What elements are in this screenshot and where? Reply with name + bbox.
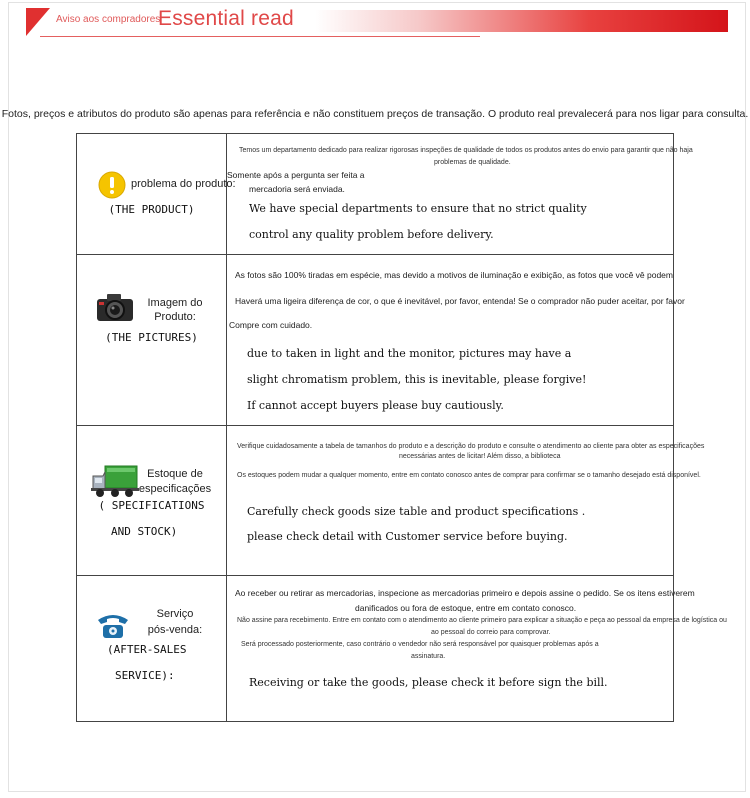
row-en-line: slight chromatism problem, this is inevitable, please forgive! (247, 373, 587, 386)
row-en-label: (THE PICTURES) (105, 331, 198, 344)
row-pt-line: Verifique cuidadosamente a tabela de tamanhos do produto e a descrição do produto e consulte o atendimento ao cliente para obter as especificações (237, 443, 705, 450)
table-row (77, 426, 674, 576)
row-en-label: AND STOCK) (111, 525, 178, 538)
row-pt-line: Será processado posteriormente, caso contrário o vendedor não será responsável por quaisquer problemas após a (241, 641, 599, 648)
row-pt-label: problema do produto: (131, 178, 236, 190)
row-content-cell (227, 134, 693, 255)
row-pt-line: ao pessoal do correio para comprovar. (431, 629, 551, 636)
row-en-line: due to taken in light and the monitor, pictures may have a (247, 347, 572, 360)
row-pt-line: assinatura. (411, 653, 446, 660)
row-pt-line: Compre com cuidado. (229, 320, 313, 330)
header-corner-triangle (26, 8, 50, 36)
row-pt-line: Os estoques podem mudar a qualquer momento, entre em contato conosco antes de comprar para confirmar se o tamanho desejado está disponível. (237, 472, 701, 479)
row-en-line: If cannot accept buyers please buy cautiously. (247, 399, 504, 412)
row-pt-line: Somente após a pergunta ser feita a (227, 170, 365, 180)
notice-table (76, 133, 727, 722)
row-pt-line: necessárias antes de licitar! Além disso, a biblioteca (399, 453, 561, 460)
row-en-line: please check detail with Customer service before buying. (247, 530, 568, 543)
row-label-cell (77, 426, 227, 576)
row-content-cell (227, 576, 727, 722)
row-pt-line: Haverá uma ligeira diferença de cor, o que é inevitável, por favor, entenda! Se o comprador não puder aceitar, por favor (235, 296, 685, 306)
row-en-line: We have special departments to ensure that no strict quality (249, 202, 587, 215)
row-pt-label: Imagem do (147, 297, 203, 309)
header-small-label: Aviso aos compradores (56, 14, 161, 25)
row-pt-line: Ao receber ou retirar as mercadorias, inspecione as mercadorias primeiro e depois assine o pedido. Se os itens estiverem (235, 588, 695, 598)
row-en-line: control any quality problem before delivery. (249, 228, 494, 241)
header-underline (40, 36, 480, 37)
row-en-line: Receiving or take the goods, please check it before sign the bill. (249, 676, 608, 689)
row-pt-line: Não assine para recebimento. Entre em contato com o atendimento ao cliente primeiro para explicar a situação e peça ao pessoal da empresa de logística ou (237, 617, 727, 624)
header-banner (26, 6, 728, 38)
row-en-label: SERVICE): (115, 669, 175, 682)
row-label-cell (77, 255, 227, 426)
row-pt-label: pós-venda: (147, 624, 203, 636)
row-pt-line: danificados ou fora de estoque, entre em contato conosco. (355, 603, 577, 613)
row-pt-line: problemas de qualidade. (434, 159, 511, 166)
row-en-line: Carefully check goods size table and product specifications . (247, 505, 586, 518)
row-pt-label: Serviço (156, 608, 194, 620)
row-content-cell (227, 426, 705, 576)
table-row (77, 134, 674, 255)
row-content-cell (227, 255, 685, 426)
row-label-cell (77, 134, 236, 255)
row-en-label: (AFTER-SALES (107, 643, 187, 656)
table-row (77, 255, 674, 426)
row-pt-line: mercadoria será enviada. (249, 184, 345, 194)
row-pt-label: especificações (138, 483, 212, 495)
table-row (77, 576, 674, 722)
row-pt-line: As fotos são 100% tiradas em espécie, mas devido a motivos de iluminação e exibição, as fotos que você vê podem (235, 270, 673, 280)
row-pt-label: Estoque de (147, 468, 203, 480)
row-pt-label: Produto: (154, 311, 196, 323)
intro-text: Fotos, preços e atributos do produto são apenas para referência e não constituem preços de transação. O produto real prevalecerá para nos ligar para consulta. (1, 108, 749, 120)
row-en-label: ( SPECIFICATIONS (98, 499, 205, 512)
row-pt-line: Temos um departamento dedicado para realizar rigorosas inspeções de qualidade de todos os produtos antes do envio para garantir que não haja (239, 147, 693, 154)
header-title: Essential read (158, 7, 294, 30)
row-label-cell (77, 576, 227, 722)
row-en-label: (THE PRODUCT) (108, 203, 195, 216)
